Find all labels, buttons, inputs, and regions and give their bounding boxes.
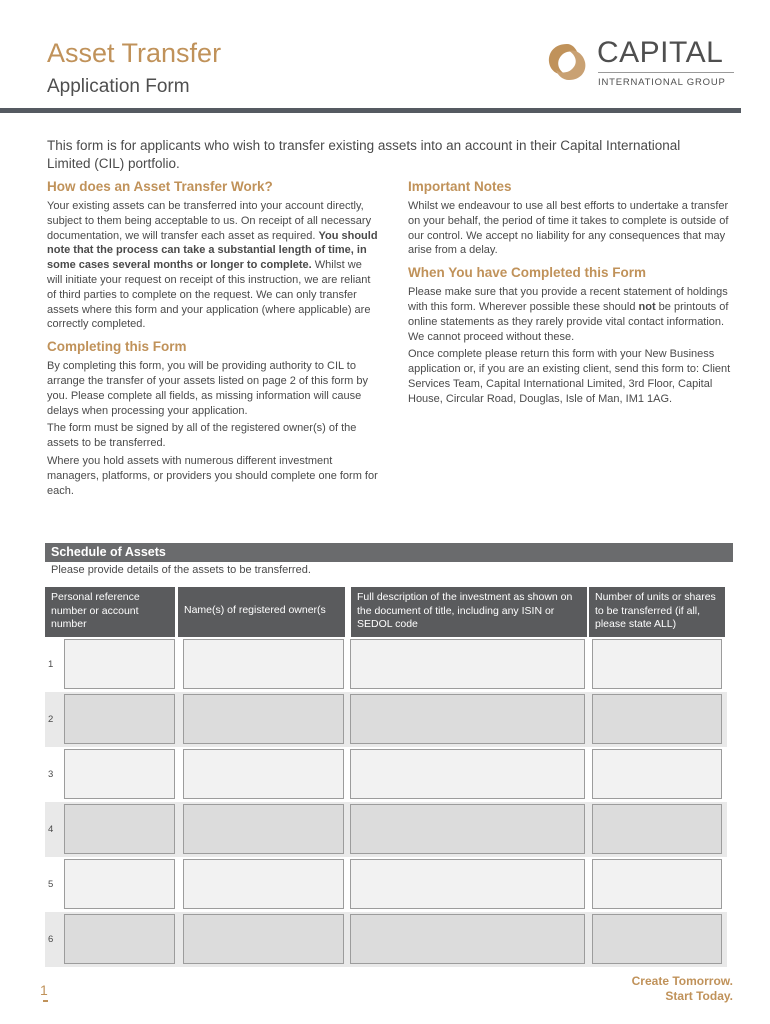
owners-cell[interactable] xyxy=(183,804,344,854)
how-heading: How does an Asset Transfer Work? xyxy=(47,179,273,194)
owners-cell[interactable] xyxy=(183,859,344,909)
schedule-note: Please provide details of the assets to be transferred. xyxy=(51,564,311,576)
notes-heading: Important Notes xyxy=(408,179,512,194)
completed-paragraph-1 xyxy=(408,285,733,344)
row-number: 3 xyxy=(48,769,54,780)
row-number: 6 xyxy=(48,934,54,945)
completing-paragraph-3: Where you hold assets with numerous different investment managers, platforms, or providers you should complete one form for each. xyxy=(47,454,378,497)
capital-swirl-icon xyxy=(543,40,591,84)
description-cell[interactable] xyxy=(350,859,585,909)
units-cell[interactable] xyxy=(592,914,722,964)
left-column xyxy=(47,178,379,501)
page-title: Asset Transfer xyxy=(47,38,222,68)
intro-text: This form is for applicants who wish to transfer existing assets into an account in their Capital International Limited (CIL) portfolio. xyxy=(47,138,681,171)
units-cell[interactable] xyxy=(592,859,722,909)
description-cell[interactable] xyxy=(350,694,585,744)
owners-cell[interactable] xyxy=(183,694,344,744)
column-header-owners: Name(s) of registered owner(s xyxy=(178,587,345,637)
page-subtitle: Application Form xyxy=(47,76,190,97)
notes-paragraph: Whilst we endeavour to use all best efforts to undertake a transfer on your behalf, the period of time it takes to complete is outside of our control. We accept no liability for any consequences that may arise from a delay. xyxy=(408,200,729,257)
how-paragraph xyxy=(47,199,379,332)
schedule-heading: Schedule of Assets xyxy=(45,543,733,562)
logo-wordmark: CAPITAL xyxy=(597,36,724,69)
units-cell[interactable] xyxy=(592,694,722,744)
logo-subtitle: INTERNATIONAL GROUP xyxy=(598,77,726,88)
reference-cell[interactable] xyxy=(64,859,175,909)
completing-paragraph-2: The form must be signed by all of the registered owner(s) of the assets to be transferred. xyxy=(47,422,357,450)
units-cell[interactable] xyxy=(592,639,722,689)
description-cell[interactable] xyxy=(350,914,585,964)
row-number: 1 xyxy=(48,659,54,670)
completed-heading: When You have Completed this Form xyxy=(408,265,647,281)
completing-heading: Completing this Form xyxy=(47,339,187,355)
owners-cell[interactable] xyxy=(183,914,344,964)
description-cell[interactable] xyxy=(350,804,585,854)
tagline-line-1: Create Tomorrow. xyxy=(631,974,733,988)
owners-cell[interactable] xyxy=(183,749,344,799)
description-cell[interactable] xyxy=(350,749,585,799)
right-column xyxy=(408,178,733,410)
completing-paragraph-1: By completing this form, you will be providing authority to CIL to arrange the transfer of your assets listed on page 2 of this form by you. Please complete all fields, as missing information will cause delays when processing your application. xyxy=(47,360,369,417)
reference-cell[interactable] xyxy=(64,804,175,854)
tagline-line-2: Start Today. xyxy=(665,989,733,1003)
column-header-units: Number of units or shares to be transferred (if all, please state ALL) xyxy=(589,587,725,637)
completed-text-bold: not xyxy=(638,300,656,313)
completed-text-a: Please make sure that you provide a recent statement of holdings with this form. Wherever possible these should xyxy=(408,286,728,313)
page-number: 1 xyxy=(40,982,48,998)
reference-cell[interactable] xyxy=(64,914,175,964)
reference-cell[interactable] xyxy=(64,694,175,744)
column-header-description: Full description of the investment as shown on the document of title, including any ISIN or SEDOL code xyxy=(351,587,587,637)
page-number-dash xyxy=(43,1000,48,1002)
tagline xyxy=(632,974,733,1004)
how-text-a: Your existing assets can be transferred into your account directly, subject to them being acceptable to us. On receipt of all necessary documentation, we will transfer each asset as required. xyxy=(47,200,372,242)
how-text-b: Whilst we will initiate your request on receipt of this instruction, we are reliant of third parties to complete on the request. We can only transfer assets where this form and your application (where applicable) are correctly completed. xyxy=(47,259,371,331)
units-cell[interactable] xyxy=(592,804,722,854)
completed-text-b: be printouts of online statements as they rarely provide vital contact information. We cannot proceed without these. xyxy=(408,300,729,343)
units-cell[interactable] xyxy=(592,749,722,799)
row-number: 5 xyxy=(48,879,54,890)
row-number: 2 xyxy=(48,714,54,725)
company-logo xyxy=(543,38,738,92)
logo-divider xyxy=(598,72,734,73)
header-divider xyxy=(0,108,741,113)
how-text-bold: You should note that the process can take a substantial length of time, in some cases several months or longer to complete. xyxy=(47,229,378,272)
reference-cell[interactable] xyxy=(64,639,175,689)
row-number: 4 xyxy=(48,824,54,835)
column-header-reference: Personal reference number or account number xyxy=(45,587,175,637)
owners-cell[interactable] xyxy=(183,639,344,689)
completed-paragraph-2: Once complete please return this form with your New Business application or, if you are an existing client, send this form to: Client Services Team, Capital International Limited, 3rd Floor, Capital House, Circular Road, Douglas, Isle of Man, IM1 1AG. xyxy=(408,348,731,405)
reference-cell[interactable] xyxy=(64,749,175,799)
description-cell[interactable] xyxy=(350,639,585,689)
